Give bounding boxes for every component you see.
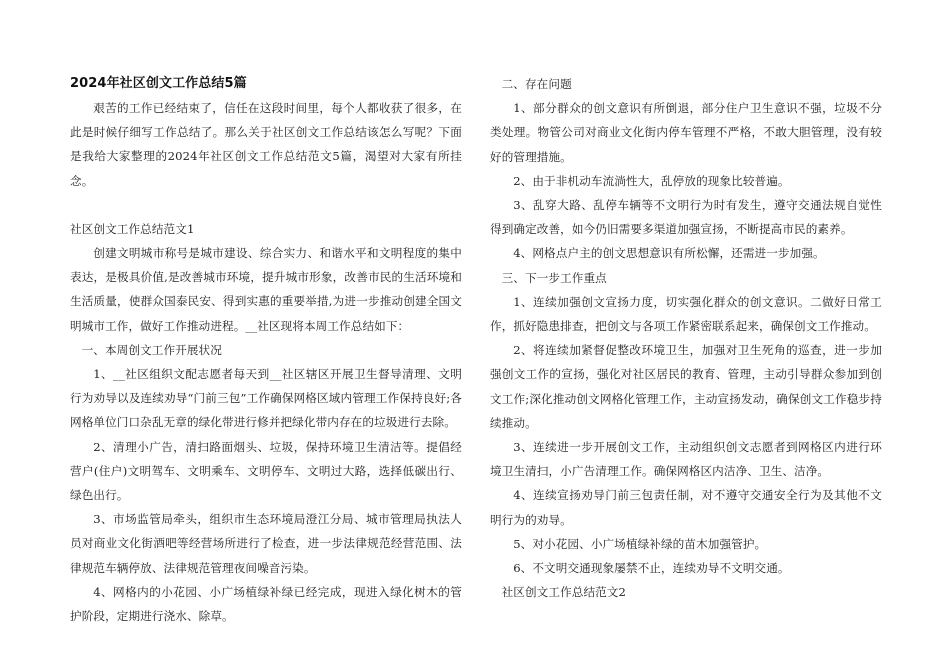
section3-item: 6、不文明交通现象屡禁不止，连续劝导不文明交通。 [513,561,790,576]
section3-item: 4、连续宣扬劝导门前三包责任制，对不遵守交通安全行为及其他不文明行为的劝导。 [490,488,882,527]
section1-item: 4、网格内的小花园、小广场植绿补绿已经完成，现进入绿化树木的管护阶段，定期进行浇水、除草。 [70,584,462,624]
paragraph-spacer [70,193,462,217]
section3-item: 1、连续加强创文宣扬力度，切实强化群众的创文意识。二做好日常工作，抓好隐患排查，把创文与各项工作紧密联系起来，确保创文工作推动。 [490,294,882,334]
section2-item: 3、乱穿大路、乱停车辆等不文明行为时有发生，遵守交通法规自觉性得到确定改善，如今仍旧需要多渠道加强宣扬，不断提高市民的素养。 [490,198,882,237]
right-column [490,72,882,604]
section2-heading: 二、存在问题 [501,77,572,91]
section2-item: 4、网格点户主的创文思想意识有所松懈，还需进一步加强。 [513,246,825,261]
intro-paragraph: 艰苦的工作已经结束了，信任在这段时间里，每个人都收获了很多，在此是时候仔细写工作总结了。那么关于社区创文工作总结该怎么写呢？下面是我给大家整理的2024年社区创文工作总结范文5篇，渴望对大家有所挂念。 [70,101,462,188]
section2-item: 1、部分群众的创文意识有所倒退，部分住户卫生意识不强，垃圾不分类处理。物管公司对商业文化街内停车管理不严格，不敢大胆管理，没有较好的管理措施。 [490,101,882,164]
sample2-title: 社区创文工作总结范文2 [501,585,627,600]
sample1-title: 社区创文工作总结范文1 [70,221,195,236]
section3-item: 5、对小花园、小广场植绿补绿的苗木加强管护。 [513,536,767,551]
section3-item: 2、将连续加紧督促整改环境卫生，加强对卫生死角的巡查，进一步加强创文工作的宣扬，强化对社区居民的教育、管理，主动引导群众参加到创文工作;深化推动创文网格化管理工作，主动宣扬发动，确保创文工作稳步持续推动。 [490,343,882,430]
section1-heading: 一、本周创文工作开展状况 [81,342,222,357]
section1-item: 3、市场监管局牵头，组织市生态环境局澄江分局、城市管理局执法人员对商业文化街酒吧等经营场所进行了检查，进一步法律规范经营范围、法律规范车辆停放、法律规范管理夜间噪音污染。 [70,512,462,575]
document-title: 2024年社区创文工作总结5篇 [70,76,247,91]
section1-item: 2、清理小广告，清扫路面烟头、垃圾，保持环境卫生清洁等。提倡经营户(住户)文明驾车、文明乘车、文明停车、文明过大路，选择低碳出行、绿色出行。 [70,439,462,503]
sample1-intro-paragraph: 创建文明城市称号是城市建设、综合实力、和谐水平和文明程度的集中表达，是极具价值,是改善城市环境，提升城市形象，改善市民的生活环境和生活质量，使群众国泰民安、得到实惠的重要举措,为进一步推动创建全国文明城市工作，做好工作推动进程。__社区现将本周工作总结如下： [70,246,462,333]
section1-item: 1、__社区组织文配志愿者每天到__社区辖区开展卫生督导清理、文明行为劝导以及连续劝导“门前三包”工作确保网格区域内管理工作保持良好;各网格单位门口杂乱无章的绿化带进行修并把绿化带内存在的垃圾进行去除。 [70,367,462,430]
section3-item: 3、连续进一步开展创文工作，主动组织创文志愿者到网格区内进行环境卫生清扫，小广告清理工作。确保网格区内洁净、卫生、洁净。 [490,440,882,479]
left-column [70,72,462,628]
section2-item: 2、由于非机动车流淌性大，乱停放的现象比较普遍。 [513,173,790,188]
section3-heading: 三、下一步工作重点 [501,270,607,285]
